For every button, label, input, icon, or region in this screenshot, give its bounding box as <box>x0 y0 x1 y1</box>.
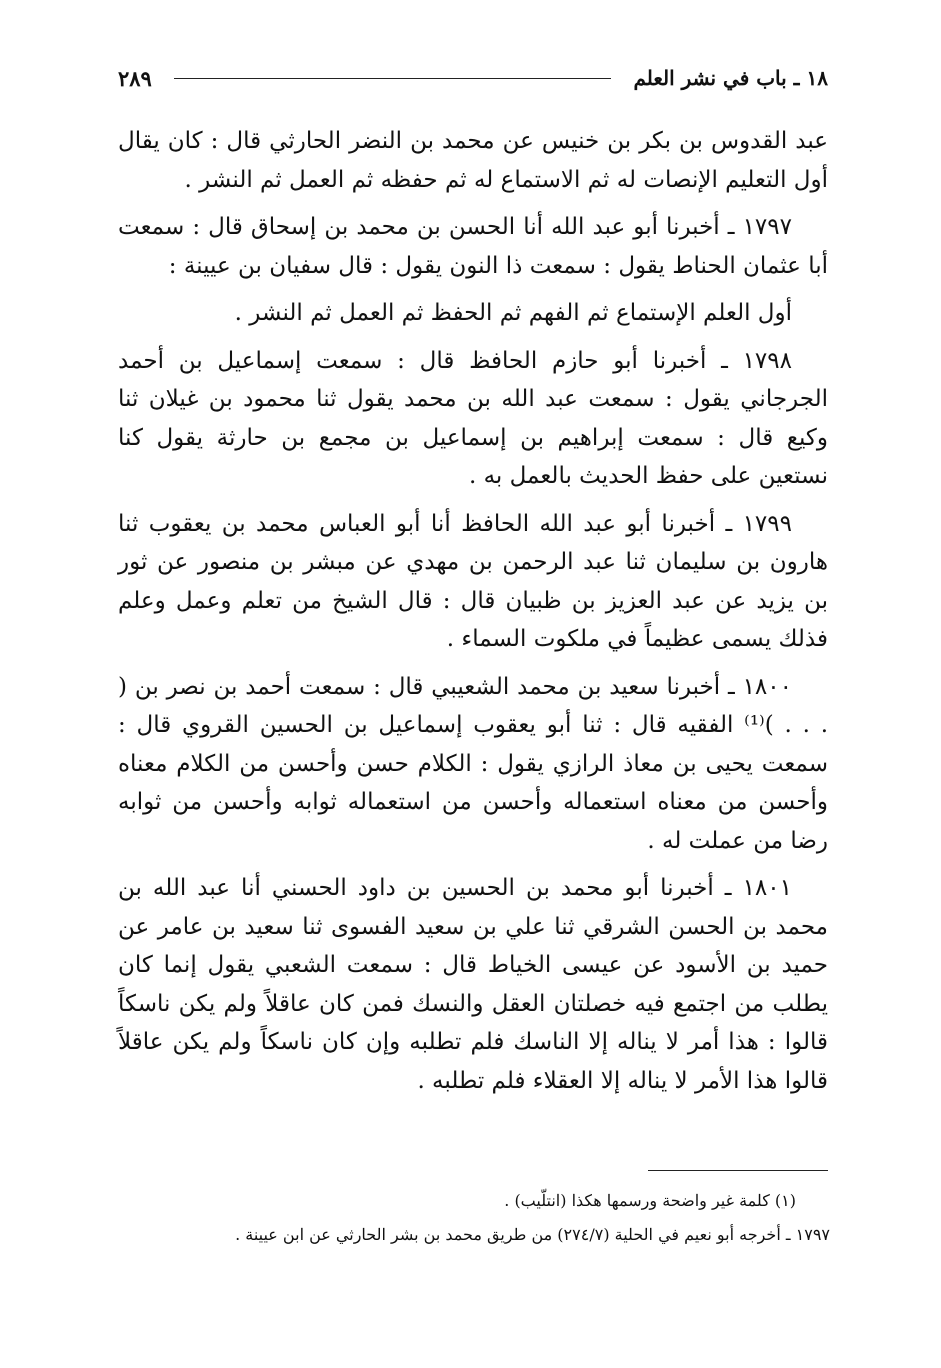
footnote-1: (١) كلمة غير واضحة ورسمها هكذا (انتلّيب) . <box>504 1191 796 1210</box>
main-text <box>118 122 828 1100</box>
paragraph-1798: ١٧٩٨ ـ أخبرنا أبو حازم الحافظ قال : سمعت إسماعيل بن أحمد الجرجاني يقول : سمعت عبد الله بن محمد يقول ثنا محمود بن غيلان ثنا وكيع قال : سمعت إبراهيم بن إسماعيل بن مجمع بن حارثة يقول كنا نستعين على حفظ الحديث بالعمل به . <box>118 347 828 489</box>
paragraph-continuation: عبد القدوس بن بكر بن خنيس عن محمد بن النضر الحارثي قال : كان يقال أول التعليم الإنصات له ثم الاستماع له ثم حفظه ثم العمل ثم النشر . <box>118 128 828 193</box>
paragraph-1801: ١٨٠١ ـ أخبرنا أبو محمد بن الحسين بن داود الحسني أنا عبد الله بن محمد بن الحسن الشرقي ثنا علي بن سعيد الفسوى ثنا سعيد بن عامر عن حميد بن الأسود عن عيسى الخياط قال : سمعت الشعبي يقول إنما كان يطلب من اجتمع فيه خصلتان العقل والنسك فمن كان عاقلاً ولم يكن ناسكاً قالوا : هذا أمر لا يناله إلا الناسك فلم تطلبه وإن كان ناسكاً ولم يكن عاقلاً قالوا هذا الأمر لا يناله إلا العقلاء فلم تطلبه . <box>118 875 828 1094</box>
page-header <box>118 62 828 94</box>
chapter-title: ١٨ ـ باب في نشر العلم <box>633 66 828 90</box>
footnotes <box>118 1184 830 1252</box>
quote-1797: أول العلم الإستماع ثم الفهم ثم الحفظ ثم العمل ثم النشر . <box>234 300 792 326</box>
footnote-rule <box>648 1170 828 1171</box>
page-number: ٢٨٩ <box>118 65 152 91</box>
header-rule <box>174 78 612 79</box>
footnote-1797: ١٧٩٧ ـ أخرجه أبو نعيم في الحلية (٢٧٤/٧) من طريق محمد بن بشر الحارثي عن ابن عيينة . <box>235 1225 830 1244</box>
paragraph-1797: ١٧٩٧ ـ أخبرنا أبو عبد الله أنا الحسن بن محمد بن إسحاق قال : سمعت أبا عثمان الحناط يقول : سمعت ذا النون يقول : قال سفيان بن عيينة : <box>118 214 828 279</box>
paragraph-1800: ١٨٠٠ ـ أخبرنا سعيد بن محمد الشعيبي قال : سمعت أحمد بن نصر بن ( . . . )⁽¹⁾ الفقيه قال : ثنا أبو يعقوب إسماعيل بن الحسين القروي قال : سمعت يحيى بن معاذ الرازي يقول : الكلام حسن وأحسن من الكلام معناه وأحسن من معناه استعماله وأحسن من استعماله ثوابه وأحسن من ثوابه رضا من عملت له . <box>118 673 829 854</box>
paragraph-1799: ١٧٩٩ ـ أخبرنا أبو عبد الله الحافظ أنا أبو العباس محمد بن يعقوب ثنا هارون بن سليمان ثنا عبد الرحمن بن مهدي عن مبشر بن منصور عن ثور بن يزيد عن عبد العزيز بن ظبيان قال : قال الشيخ من تعلم وعمل وعلم فذلك يسمى عظيماً في ملكوت السماء . <box>118 510 828 652</box>
